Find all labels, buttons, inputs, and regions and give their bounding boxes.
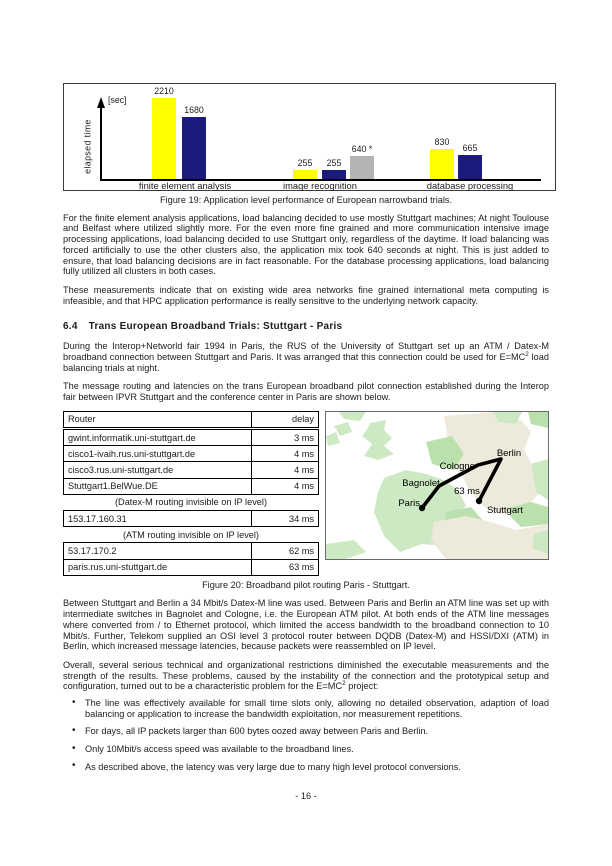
section-number: 6.4 [63, 321, 78, 333]
router-cell: 53.17.170.2 [64, 543, 252, 559]
paragraph-6 [63, 660, 549, 692]
bullet-item: • For days, all IP packets larger than 600 bytes oozed away between Paris and Berlin. [85, 726, 549, 737]
bullet-item: • Only 10Mbit/s access speed was available to the broadband lines. [85, 744, 549, 755]
table-row [64, 559, 319, 575]
table-header-row [64, 411, 319, 428]
map-label-cologne: Cologne [439, 460, 475, 472]
chart-bar-value: 640 * [351, 144, 373, 154]
chart-bar [350, 156, 374, 179]
figure19-caption: Figure 19: Application level performance of European narrowband trials. [159, 195, 453, 205]
bar-chart [63, 83, 556, 191]
chart-category-label: database processing [426, 180, 514, 191]
route-map [325, 411, 549, 560]
europe-map [326, 412, 548, 559]
y-axis-unit: [sec] [108, 95, 127, 105]
chart-bar [293, 170, 317, 179]
map-label-stuttgart: Stuttgart [487, 504, 523, 516]
y-axis [100, 107, 102, 179]
chart-bar [322, 170, 346, 179]
paragraph-6-text-end: project: [345, 681, 379, 692]
chart-bar [458, 155, 482, 179]
chart-bar-value: 665 [462, 143, 478, 153]
chart-category-label: image recognition [282, 180, 357, 191]
paragraph-4: The message routing and latencies on the trans European broadband pilot connection established during the Interop fair between IPVR Stuttgart and the conference center in Paris are shown below. [63, 381, 549, 403]
router-cell: cisco3.rus.uni-stuttgart.de [64, 462, 252, 478]
bullet-item: • As described above, the latency was very large due to many high level protocol conversions. [85, 762, 549, 773]
delay-cell: 4 ms [252, 478, 319, 494]
router-cell: gwint.informatik.uni-stuttgart.de [64, 429, 252, 446]
bullet-list [63, 698, 549, 773]
chart-bar-value: 255 [326, 158, 342, 168]
section-title: Trans European Broadband Trials: Stuttgart - Paris [88, 321, 343, 333]
routing-table [63, 411, 319, 576]
chart-category-label: finite element analysis [138, 180, 232, 191]
route-endpoint-stuttgart [476, 498, 482, 504]
chart-bar-value: 255 [297, 158, 313, 168]
paragraph-3-text-end: load balancing trials at night. [63, 352, 549, 373]
delay-cell: 4 ms [252, 446, 319, 462]
paragraph-2: These measurements indicate that on existing wide area networks fine grained international meta computing is infeasible, and that HPC application performance is really sensitive to the underlying network capacity. [63, 284, 549, 306]
paragraph-6-text: Overall, several serious technical and organizational restrictions diminished the executable measurements and the strength of the results. These problems, caused by the instability of the connection and the prototypical setup and configuration, turned out to be a characteristic problem for the E=MC [63, 659, 549, 692]
map-label-paris: Paris [398, 497, 420, 509]
router-cell: 153.17.160.31 [64, 510, 252, 526]
chart-bar [430, 149, 454, 179]
table-note-cell: (ATM routing invisible on IP level) [64, 527, 319, 543]
column-header-delay: delay [252, 411, 319, 428]
chart-bar-value: 2210 [154, 86, 174, 96]
table-note-cell: (Datex-M routing invisible on IP level) [64, 494, 319, 510]
router-cell: paris.rus.uni-stuttgart.de [64, 559, 252, 575]
table-row [64, 527, 319, 543]
figure-19 [63, 83, 549, 206]
paragraph-1: For the finite element analysis applications, load balancing decided to use mostly Stuttgart machines; At night Toulouse and Belfast where utilized slightly more. For the even more fine grained and more communication intensive image processing applications, load balancing decided to use Stuttgart only, regardless of the daytime. If load balancing was forced artificially to use the other clusters also, the application mix took 640 seconds at night. This is just added to ensure, that load balancing decisions are in fact reasonable. For the database processing applications, load balancing fully utilized all clusters in both cases. [63, 212, 549, 277]
table-row [64, 543, 319, 559]
table-row [64, 494, 319, 510]
figure20-caption: Figure 20: Broadband pilot routing Paris - Stuttgart. [202, 579, 410, 590]
paragraph-5: Between Stuttgart and Berlin a 34 Mbit/s Datex-M line was used. Between Paris and Berlin an ATM line was set up with intermediate switches in Bagnolet and Cologne, i.e. the European ATM pilot. At both ends of the ATM line messages where converted from / to Ethernet protocol, which limited the access bandwidth to the broadband connection to 10 Mbit/s. Further, Telekom supplied an OSI level 3 protocol router between DQDB (Datex-M) and HSSI/DXI (ATM) in Berlin, which increased message latencies, because packets were reassembled on IP level. [63, 598, 549, 652]
section-heading [63, 321, 549, 333]
y-axis-label: elapsed time [82, 119, 93, 174]
map-label-bagnolet: Bagnolet [402, 477, 440, 489]
superscript-2: 2 [525, 350, 529, 358]
table-row [64, 478, 319, 494]
paragraph-3 [63, 341, 549, 373]
chart-bar-value: 830 [434, 137, 450, 147]
table-row [64, 429, 319, 446]
paragraph-3-text: During the Interop+Networld fair 1994 in Paris, the RUS of the University of Stuttgart set up an ATM / Datex-M broadband connection between Stuttgart and Paris. It was arranged that this connection could be used for E=MC [63, 341, 549, 363]
chart-bar [182, 117, 206, 179]
delay-cell: 3 ms [252, 429, 319, 446]
map-label-latency: 63 ms [454, 485, 480, 497]
page-number: - 16 - [295, 791, 317, 801]
superscript-2: 2 [342, 680, 346, 688]
delay-cell: 34 ms [252, 510, 319, 526]
map-label-berlin: Berlin [496, 447, 522, 459]
bullet-item: • The line was effectively available for small time slots only, allowing no detailed observation, adaption of load balancing or application to increase the bandwidth exploitation, nor measurement repetitions. [85, 698, 549, 719]
delay-cell: 63 ms [252, 559, 319, 575]
figure-20 [63, 411, 549, 576]
delay-cell: 62 ms [252, 543, 319, 559]
table-row [64, 446, 319, 462]
router-cell: Stuttgart1.BelWue.DE [64, 478, 252, 494]
chart-bar-value: 1680 [184, 105, 204, 115]
table-row [64, 462, 319, 478]
table-row [64, 510, 319, 526]
delay-cell: 4 ms [252, 462, 319, 478]
router-cell: cisco1-ivaih.rus.uni-stuttgart.de [64, 446, 252, 462]
column-header-router: Router [64, 411, 252, 428]
